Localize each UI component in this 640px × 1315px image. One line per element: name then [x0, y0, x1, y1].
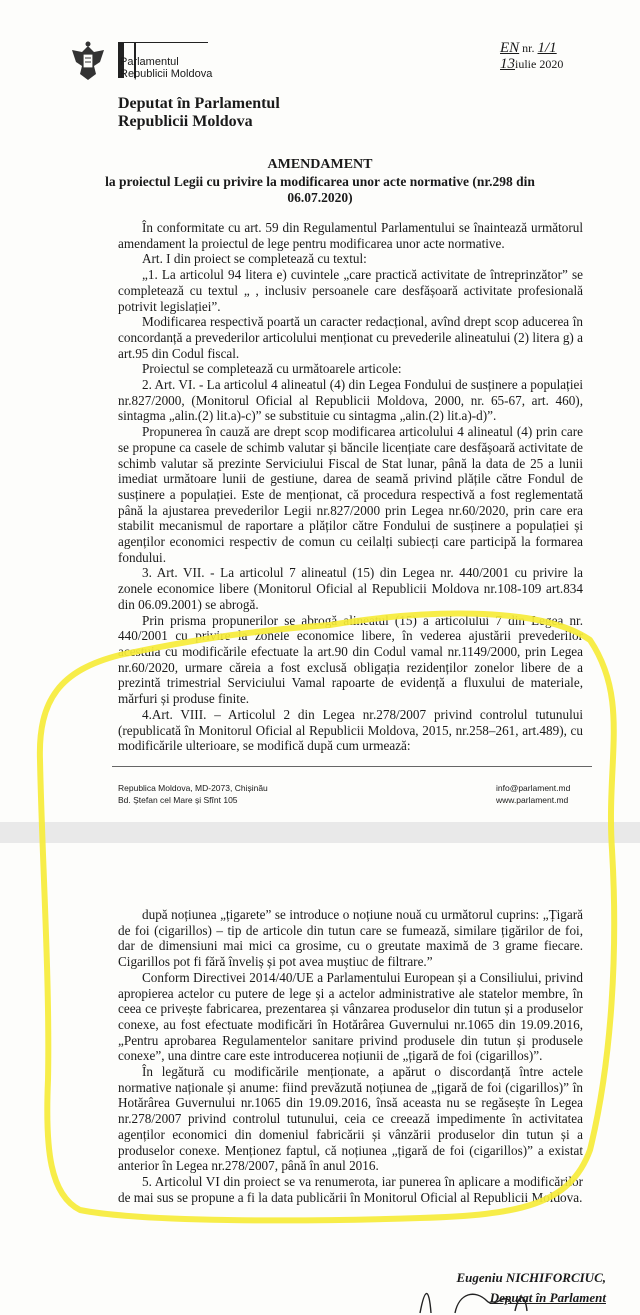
footer-address-line-1: Republica Moldova, MD-2073, Chișinău	[118, 783, 268, 793]
deputy-heading	[118, 95, 280, 131]
paragraph: 4.Art. VIII. – Articolul 2 din Legea nr.278/2007 privind controlul tutunului (republicată în Monitorul Oficial al Republicii Moldova, 2015, nr.258–261, art.489), cu modificările ulterioare, se modifică după cum urmează:	[118, 706, 583, 754]
ref-prefix: EN	[500, 40, 520, 56]
footer-address-line-2: Bd. Ștefan cel Mare și Sfînt 105	[118, 795, 238, 805]
footer-email-link[interactable]: info@parlament.md	[496, 783, 571, 793]
footer-address	[118, 782, 268, 806]
paragraph: după noțiunea „țigarete” se introduce o noțiune nouă cu următorul cuprins: „Țigară de foi (cigarillos) – tip de articole din tutun care se fumează, similare țigărilor de foi, dar de dimensiuni mai mici ca grosime, cu o greutate maximă de 3 grame fiecare. Cigarillos pot fi fără înveliș și pot avea muștiuc de filtrare.”	[118, 907, 583, 970]
deputy-heading-line-1: Deputat în Parlamentul	[118, 95, 280, 112]
document-reference	[500, 40, 620, 72]
date-day: 13	[500, 56, 515, 72]
document-subtitle: la proiectul Legii cu privire la modificarea unor acte normative (nr.298 din 06.07.2020)	[105, 174, 535, 205]
paragraph: 3. Art. VII. - La articolul 7 alineatul (15) din Legea nr. 440/2001 cu privire la zonele economice libere (Monitorul Oficial al Republicii Moldova nr.108-109 art.834 din 06.09.2001) se abrogă.	[118, 565, 583, 612]
footer-website-link[interactable]: www.parlament.md	[496, 795, 569, 805]
ref-nr-label: nr.	[522, 41, 535, 55]
parliament-name-line-2: Republicii Moldova	[120, 68, 213, 80]
paragraph: Propunerea în cauză are drept scop modificarea articolului 4 alineatul (4) prin care se propune ca casele de schimb valutar și băncile licențiate care desfășoară activitate de schimb valutar să prezinte Serviciului Fiscal de Stat lunar, până la data de 25 a lunii imediat următoare lunii de gestiune, darea de seamă privind plățile către Fondul de susținere a populației. Este de menționat, că procedura respectivă a fost reglementată până la ajustarea prevederilor Legii nr.827/2000 prin Legea nr.60/2020, prin care era stabilit mecanismul de raportare a plăților către Fondului de susținere a populației și agenților economici respectiv de comun cu ceilalți subiecți care participă la formarea fondului.	[118, 424, 583, 565]
page-2-body	[118, 907, 583, 1205]
coat-of-arms-icon	[68, 40, 108, 84]
document-page-2	[0, 843, 640, 1315]
handwritten-signature	[415, 1283, 555, 1315]
ref-nr: 1/1	[537, 40, 557, 56]
parliament-name	[120, 56, 212, 80]
paragraph: Conform Directivei 2014/40/UE a Parlamentului European și a Consiliului, privind apropierea actelor cu putere de lege și a actelor administrative ale statelor membre, în ceea ce privește fabricarea, prezentarea și vânzarea produselor din tutun și a produselor conexe, au fost efectuate modificări în Hotărârea Guvernului nr.1065 din 19.09.2016, „Pentru aprobarea Regulamentelor sanitare privind produsele din tutun și produsele conexe”, una dintre care este introducerea noțiunii de „țigară de foi (cigarillos)”.	[118, 969, 583, 1064]
paragraph: 2. Art. VI. - La articolul 4 alineatul (4) din Legea Fondului de susținere a populației nr.827/2000, (Monitorul Oficial al Republicii Moldova, 2000, nr. 65-67, art. 460), sintagma „alin.(2) lit.a)-c)” se substituie cu sintagma „alin.(2) lit.a)-d)”.	[118, 377, 583, 424]
paragraph: Prin prisma propunerilor se abrogă alineatul (15) a articolului 7 din Legea nr. 440/2001 cu privire la zonele economice libere, în vederea ajustării prevederilor acestuia cu modificările efectuate la art.90 din Codul vamal nr.1149/2000, prin Legea nr.60/2020, urmare căreia a fost exclusă obligația rezidenților zonelor libere de a prezintă trimestrial Serviciului Vamal rapoarte de evidență a fluxului de materiale, mărfuri și produse finite.	[118, 612, 583, 707]
paragraph: În conformitate cu art. 59 din Regulamentul Parlamentului se înaintează următorul amendament la proiectul de lege pentru modificarea unor acte normative.	[118, 220, 583, 251]
paragraph: În legătură cu modificările menționate, a apărut o discordanță între actele normative naționale și anume: fiind prevăzută noțiunea de „țigară de foi (cigarillos)” în Hotărârea Guvernului nr.1065 din 19.09.2016, însă aceasta nu se regăsește în Legea nr.278/2007 privind controlul tutunului, ceia ce creează impedimente în activitatea agenților economici din domeniul fabricării și vânzării produselor din tutun și a produselor conexe. Menționez faptul, că noțiunea „țigară de foi (cigarillos)” a existat anterior în Legea nr.278/2007, până în anul 2016.	[118, 1064, 583, 1174]
page-1-body	[118, 220, 583, 754]
document-title: AMENDAMENT	[267, 157, 373, 172]
deputy-heading-line-2: Republicii Moldova	[118, 113, 253, 130]
paragraph: „1. La articolul 94 litera e) cuvintele „care practică activitate de întreprinzător” se completează cu textul „ , inclusiv persoanele care desfășoară activitate profesională potrivit legislației”.	[118, 267, 583, 314]
paragraph: 5. Articolul VI din proiect se va renumerota, iar punerea în aplicare a modificărilor de mai sus se propune a fi la data publicării în Monitorul Oficial al Republicii Moldova.	[118, 1173, 583, 1205]
paragraph: Modificarea respectivă poartă un caracter redacțional, avînd drept scop aducerea în concordanță a prevederilor articolului menționat cu prevederile alineatului (2) litera g) a art.95 din Codul fiscal.	[118, 314, 583, 361]
signer-role: Deputat în Parlament	[489, 1290, 606, 1305]
date-rest: iulie 2020	[515, 57, 564, 71]
paragraph: Art. I din proiect se completează cu textul:	[142, 251, 367, 267]
footer-rule	[112, 766, 592, 767]
signer-name: Eugeniu NICHIFORCIUC,	[456, 1270, 606, 1285]
footer-contacts	[496, 782, 570, 806]
paragraph: Proiectul se completează cu următoarele articole:	[142, 361, 402, 377]
parliament-name-line-1: Parlamentul	[120, 56, 179, 68]
